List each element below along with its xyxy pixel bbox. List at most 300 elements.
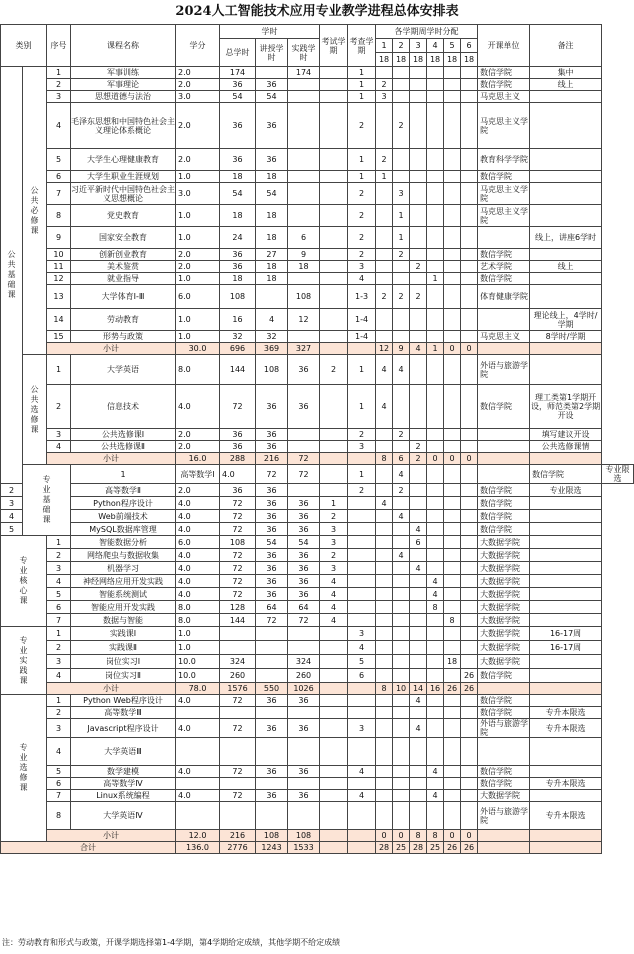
total-hours: 72 xyxy=(220,385,256,429)
remark-cell: 专业限选 xyxy=(602,465,634,484)
course-name: MySQL数据库管理 xyxy=(71,523,176,536)
course-name: 智能系统测试 xyxy=(71,588,176,601)
remark-cell: 专升本限选 xyxy=(530,802,602,830)
term-hours xyxy=(427,103,444,149)
check-term xyxy=(348,523,376,536)
term-hours xyxy=(427,655,444,669)
table-row xyxy=(1,575,634,588)
empty-cell xyxy=(478,343,530,355)
term-hours xyxy=(461,695,478,707)
exam-term xyxy=(320,778,348,790)
term-hours xyxy=(444,79,461,91)
term-hours xyxy=(461,707,478,719)
term-hours xyxy=(410,67,427,79)
dept-cell: 数信学院 xyxy=(530,465,602,484)
term-hours xyxy=(461,484,478,497)
dept-cell xyxy=(478,429,530,441)
subtotal-term: 2 xyxy=(410,453,427,465)
term-hours xyxy=(427,719,444,738)
practice-hours: 12 xyxy=(288,309,320,331)
term-hours xyxy=(427,549,444,562)
header-exam-term: 考试学期 xyxy=(320,25,348,67)
total-term: 25 xyxy=(393,842,410,854)
term-hours xyxy=(376,707,393,719)
check-term: 1 xyxy=(348,355,376,385)
table-row xyxy=(1,510,634,523)
term-hours: 8 xyxy=(444,614,461,627)
term-hours xyxy=(461,614,478,627)
term-hours xyxy=(461,719,478,738)
term-hours xyxy=(376,738,393,766)
dept-cell: 大数据学院 xyxy=(478,588,530,601)
empty-cell xyxy=(530,830,602,842)
term-hours: 2 xyxy=(410,441,427,453)
term-hours xyxy=(427,614,444,627)
table-row xyxy=(1,669,634,683)
dept-cell: 数信学院 xyxy=(478,385,530,429)
term-hours xyxy=(444,669,461,683)
credit-cell: 1.0 xyxy=(176,641,220,655)
credit-cell: 10.0 xyxy=(176,655,220,669)
total-hours: 72 xyxy=(220,766,256,778)
seq-cell: 5 xyxy=(1,523,23,536)
total-hours: 144 xyxy=(220,355,256,385)
lecture-hours: 36 xyxy=(256,484,288,497)
exam-term xyxy=(320,79,348,91)
term-hours xyxy=(376,484,393,497)
dept-cell: 外语与旅游学院 xyxy=(478,802,530,830)
remark-cell: 理工类第1学期开设，师范类第2学期开设 xyxy=(530,385,602,429)
remark-cell xyxy=(530,183,602,205)
dept-cell xyxy=(478,738,530,766)
term-hours xyxy=(444,484,461,497)
total-hours: 72 xyxy=(220,497,256,510)
term-hours xyxy=(376,695,393,707)
practice-hours: 9 xyxy=(288,249,320,261)
term-hours xyxy=(444,536,461,549)
term-hours xyxy=(444,738,461,766)
term-hours xyxy=(461,627,478,641)
seq-cell: 9 xyxy=(47,227,71,249)
subtotal-practice: 327 xyxy=(288,343,320,355)
remark-cell: 理论线上，4学时/学期 xyxy=(530,309,602,331)
course-name: 大学英语 xyxy=(71,355,176,385)
table-row xyxy=(1,331,634,343)
total-term: 26 xyxy=(461,842,478,854)
term-hours xyxy=(427,309,444,331)
table-row xyxy=(1,355,634,385)
dept-cell: 教育科学学院 xyxy=(478,149,530,171)
lecture-hours: 36 xyxy=(256,719,288,738)
check-term: 1 xyxy=(348,91,376,103)
term-hours xyxy=(444,575,461,588)
term-hours xyxy=(393,562,410,575)
term-hours: 4 xyxy=(427,575,444,588)
exam-term xyxy=(320,91,348,103)
term-hours xyxy=(444,149,461,171)
credit-cell: 6.0 xyxy=(176,536,220,549)
term-hours xyxy=(410,183,427,205)
term-hours: 2 xyxy=(393,484,410,497)
course-name: 高等数学Ⅰ xyxy=(176,465,220,484)
check-term: 1 xyxy=(348,385,376,429)
term-hours xyxy=(410,627,427,641)
credit-cell: 1.0 xyxy=(176,273,220,285)
course-name: Javascript程序设计 xyxy=(71,719,176,738)
subtotal-total: 1576 xyxy=(220,683,256,695)
term-hours xyxy=(410,601,427,614)
seq-cell: 8 xyxy=(47,205,71,227)
term-hours xyxy=(444,627,461,641)
check-term: 1 xyxy=(348,149,376,171)
seq-cell: 6 xyxy=(47,601,71,614)
term-hours xyxy=(376,669,393,683)
check-term: 1 xyxy=(348,79,376,91)
term-hours xyxy=(393,719,410,738)
seq-cell: 3 xyxy=(47,562,71,575)
dept-cell: 数信学院 xyxy=(478,249,530,261)
subtotal-lecture: 108 xyxy=(256,830,288,842)
header-credit: 学分 xyxy=(176,25,220,67)
term-hours xyxy=(461,261,478,273)
term-hours xyxy=(393,309,410,331)
term-hours xyxy=(461,549,478,562)
term-hours xyxy=(376,766,393,778)
lecture-hours xyxy=(256,738,288,766)
lecture-hours: 54 xyxy=(256,91,288,103)
dept-cell: 马克思主义学院 xyxy=(478,183,530,205)
dept-cell: 艺术学院 xyxy=(478,261,530,273)
remark-cell xyxy=(530,205,602,227)
term-hours xyxy=(427,91,444,103)
exam-term xyxy=(320,261,348,273)
lecture-hours: 36 xyxy=(256,790,288,802)
term-hours xyxy=(376,790,393,802)
term-hours: 18 xyxy=(444,655,461,669)
header-weeks: 18 xyxy=(444,53,461,67)
term-hours: 4 xyxy=(410,562,427,575)
term-hours xyxy=(376,429,393,441)
credit-cell: 6.0 xyxy=(176,285,220,309)
term-hours: 1 xyxy=(427,273,444,285)
dept-cell xyxy=(478,309,530,331)
seq-cell: 14 xyxy=(47,309,71,331)
subtotal-label: 小计 xyxy=(47,830,176,842)
credit-cell: 4.0 xyxy=(176,766,220,778)
seq-cell: 1 xyxy=(47,67,71,79)
total-hours xyxy=(220,802,256,830)
term-hours xyxy=(444,601,461,614)
credit-cell: 10.0 xyxy=(176,669,220,683)
term-hours xyxy=(410,309,427,331)
lecture-hours: 36 xyxy=(256,549,288,562)
check-term: 3 xyxy=(348,627,376,641)
seq-cell: 3 xyxy=(47,719,71,738)
term-hours xyxy=(461,429,478,441)
course-name: Linux系统编程 xyxy=(71,790,176,802)
term-hours: 4 xyxy=(410,523,427,536)
total-hours: 36 xyxy=(220,484,256,497)
subtotal-term: 0 xyxy=(461,830,478,842)
term-hours xyxy=(410,79,427,91)
credit-cell: 3.0 xyxy=(176,91,220,103)
exam-term: 2 xyxy=(320,355,348,385)
practice-hours: 36 xyxy=(288,497,320,510)
table-row xyxy=(1,549,634,562)
term-hours xyxy=(410,575,427,588)
check-term xyxy=(376,465,393,484)
course-name: 大学英语Ⅲ xyxy=(71,738,176,766)
term-hours: 4 xyxy=(393,510,410,523)
practice-hours: 36 xyxy=(288,766,320,778)
subtotal-term: 0 xyxy=(427,453,444,465)
course-name: 思想道德与法治 xyxy=(71,91,176,103)
total-hours: 108 xyxy=(220,285,256,309)
subtotal-lecture: 550 xyxy=(256,683,288,695)
term-hours xyxy=(393,261,410,273)
header-total: 总学时 xyxy=(220,39,256,67)
dept-cell: 数信学院 xyxy=(478,707,530,719)
term-hours xyxy=(427,641,444,655)
total-hours xyxy=(220,778,256,790)
header-course: 课程名称 xyxy=(71,25,176,67)
term-hours xyxy=(461,766,478,778)
credit-cell: 1.0 xyxy=(176,331,220,343)
term-hours: 1 xyxy=(393,205,410,227)
subtotal-term: 0 xyxy=(461,343,478,355)
term-hours xyxy=(427,149,444,171)
lecture-hours: 36 xyxy=(256,766,288,778)
course-name: Python Web程序设计 xyxy=(71,695,176,707)
term-hours xyxy=(410,171,427,183)
course-name: 劳动教育 xyxy=(71,309,176,331)
lecture-hours xyxy=(256,285,288,309)
check-term: 2 xyxy=(348,183,376,205)
exam-term xyxy=(320,766,348,778)
practice-hours xyxy=(288,441,320,453)
page-title: 2024人工智能技术应用专业教学进程总体安排表 xyxy=(175,4,459,19)
exam-term xyxy=(320,67,348,79)
table-row xyxy=(1,103,634,149)
header-term: 4 xyxy=(427,39,444,53)
total-hours: 32 xyxy=(220,331,256,343)
check-term xyxy=(348,802,376,830)
dept-cell: 大数据学院 xyxy=(478,536,530,549)
course-name: 实践课Ⅱ xyxy=(71,641,176,655)
course-name: 创新创业教育 xyxy=(71,249,176,261)
term-hours xyxy=(410,429,427,441)
term-hours xyxy=(410,641,427,655)
empty-cell xyxy=(348,683,376,695)
lecture-hours: 18 xyxy=(256,273,288,285)
credit-cell: 1.0 xyxy=(176,227,220,249)
practice-hours xyxy=(288,149,320,171)
seq-cell: 10 xyxy=(47,249,71,261)
term-hours xyxy=(393,79,410,91)
remark-cell: 16-17周 xyxy=(530,641,602,655)
term-hours xyxy=(444,67,461,79)
term-hours xyxy=(444,549,461,562)
term-hours xyxy=(444,331,461,343)
exam-term: 2 xyxy=(320,549,348,562)
term-hours xyxy=(376,802,393,830)
table-row xyxy=(1,227,634,249)
term-hours xyxy=(410,655,427,669)
term-hours: 2 xyxy=(376,79,393,91)
check-term: 4 xyxy=(348,641,376,655)
term-hours: 26 xyxy=(461,669,478,683)
term-hours xyxy=(461,738,478,766)
term-hours xyxy=(427,707,444,719)
category-major-practice: 专业实践课 xyxy=(1,627,47,695)
term-hours xyxy=(427,497,444,510)
term-hours: 2 xyxy=(410,261,427,273)
term-hours: 6 xyxy=(410,536,427,549)
remark-cell: 线上 xyxy=(530,261,602,273)
credit-cell: 8.0 xyxy=(176,355,220,385)
remark-cell xyxy=(530,614,602,627)
subtotal-credit: 30.0 xyxy=(176,343,220,355)
check-term: 2 xyxy=(348,205,376,227)
remark-cell xyxy=(530,249,602,261)
table-row xyxy=(1,91,634,103)
table-row xyxy=(1,343,634,355)
check-term: 4 xyxy=(348,766,376,778)
subtotal-term: 26 xyxy=(444,683,461,695)
term-hours: 4 xyxy=(427,790,444,802)
credit-cell: 4.0 xyxy=(176,588,220,601)
lecture-hours xyxy=(256,67,288,79)
total-hours: 72 xyxy=(220,719,256,738)
header-category: 类别 xyxy=(1,25,47,67)
empty-cell xyxy=(348,453,376,465)
term-hours xyxy=(376,67,393,79)
practice-hours xyxy=(288,331,320,343)
term-hours xyxy=(410,497,427,510)
table-row xyxy=(1,614,634,627)
lecture-hours: 36 xyxy=(256,79,288,91)
course-name: 党史教育 xyxy=(71,205,176,227)
term-hours xyxy=(461,802,478,830)
remark-cell xyxy=(530,355,602,385)
term-hours xyxy=(444,429,461,441)
credit-cell: 1.0 xyxy=(176,627,220,641)
seq-cell: 1 xyxy=(47,695,71,707)
credit-cell: 1.0 xyxy=(176,309,220,331)
table-row xyxy=(1,641,634,655)
remark-cell: 集中 xyxy=(530,67,602,79)
exam-term xyxy=(320,738,348,766)
term-hours xyxy=(427,331,444,343)
practice-hours xyxy=(288,738,320,766)
total-lecture: 1243 xyxy=(256,842,288,854)
footnote: 注：劳动教育和形式与政策，开课学期选择第1-4学期，第4学期给定成绩，其他学期不给定成绩 xyxy=(2,938,341,947)
credit-cell: 4.0 xyxy=(176,497,220,510)
course-name: 数据与智能 xyxy=(71,614,176,627)
lecture-hours: 64 xyxy=(256,601,288,614)
term-hours xyxy=(393,695,410,707)
term-hours xyxy=(461,441,478,453)
seq-cell: 8 xyxy=(47,802,71,830)
course-name: 数学建模 xyxy=(71,766,176,778)
subtotal-term: 1 xyxy=(427,343,444,355)
check-term: 2 xyxy=(348,249,376,261)
dept-cell xyxy=(478,441,530,453)
lecture-hours: 36 xyxy=(256,441,288,453)
exam-term xyxy=(320,227,348,249)
credit-cell xyxy=(176,778,220,790)
term-hours xyxy=(393,614,410,627)
total-hours: 36 xyxy=(220,249,256,261)
term-hours xyxy=(393,641,410,655)
practice-hours xyxy=(288,802,320,830)
dept-cell: 大数据学院 xyxy=(478,601,530,614)
table-row xyxy=(1,453,634,465)
course-name: 高等数学Ⅲ xyxy=(71,707,176,719)
check-term: 5 xyxy=(348,655,376,669)
subtotal-term: 0 xyxy=(444,453,461,465)
total-hours xyxy=(220,738,256,766)
remark-cell xyxy=(530,562,602,575)
exam-term xyxy=(320,205,348,227)
check-term xyxy=(348,575,376,588)
term-hours xyxy=(444,510,461,523)
check-term: 3 xyxy=(348,719,376,738)
total-hours: 36 xyxy=(220,441,256,453)
course-name: 大学英语Ⅳ xyxy=(71,802,176,830)
total-hours: 36 xyxy=(220,149,256,171)
term-hours xyxy=(461,273,478,285)
term-hours: 8 xyxy=(427,601,444,614)
exam-term: 2 xyxy=(320,510,348,523)
term-hours xyxy=(376,588,393,601)
subtotal-credit: 78.0 xyxy=(176,683,220,695)
remark-cell xyxy=(530,103,602,149)
subtotal-label: 小计 xyxy=(47,343,176,355)
term-hours xyxy=(444,465,461,484)
total-hours xyxy=(220,707,256,719)
practice-hours: 64 xyxy=(288,601,320,614)
course-name: 军事训练 xyxy=(71,67,176,79)
term-hours xyxy=(393,171,410,183)
term-hours xyxy=(393,588,410,601)
subtotal-term: 4 xyxy=(410,343,427,355)
term-hours: 3 xyxy=(393,183,410,205)
total-hours: 72 xyxy=(220,588,256,601)
term-hours xyxy=(410,738,427,766)
subtotal-term: 0 xyxy=(444,830,461,842)
term-hours: 2 xyxy=(376,149,393,171)
header-seq: 序号 xyxy=(47,25,71,67)
term-hours xyxy=(393,802,410,830)
practice-hours xyxy=(288,205,320,227)
dept-cell: 大数据学院 xyxy=(478,655,530,669)
total-hours: 144 xyxy=(220,614,256,627)
empty-cell xyxy=(478,830,530,842)
course-name: 高等数学Ⅱ xyxy=(71,484,176,497)
check-term: 2 xyxy=(348,227,376,249)
total-hours: 24 xyxy=(220,227,256,249)
lecture-hours: 108 xyxy=(256,355,288,385)
lecture-hours: 36 xyxy=(256,695,288,707)
practice-hours xyxy=(288,778,320,790)
exam-term: 4 xyxy=(320,614,348,627)
seq-cell: 3 xyxy=(47,91,71,103)
course-name: 就业指导 xyxy=(71,273,176,285)
exam-term xyxy=(320,273,348,285)
credit-cell: 2.0 xyxy=(176,484,220,497)
table-row xyxy=(1,536,634,549)
